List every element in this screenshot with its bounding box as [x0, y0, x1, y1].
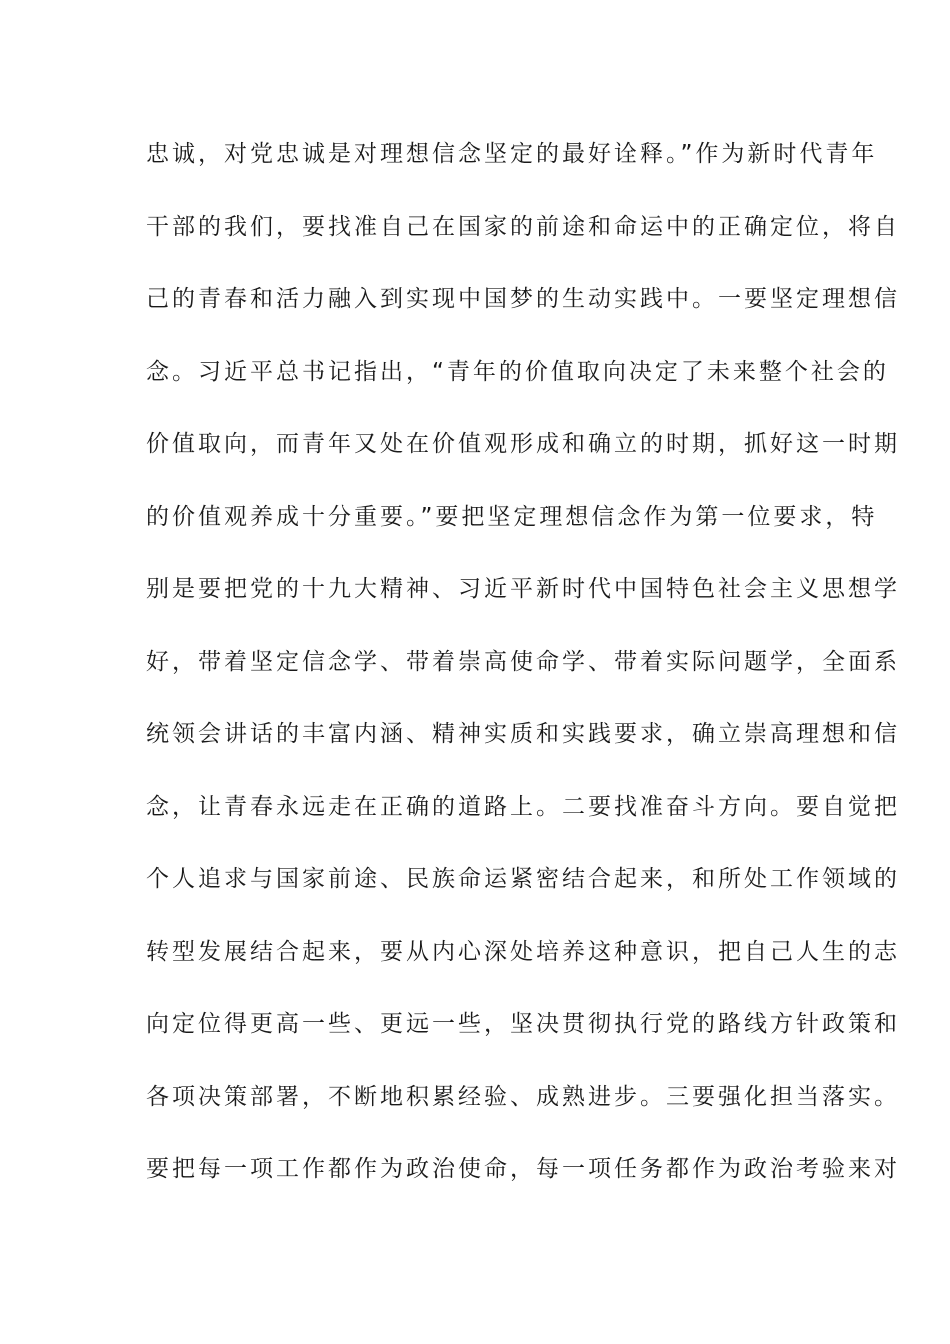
text-line: 干部的我们，要找准自己在国家的前途和命运中的正确定位，将自: [146, 213, 900, 240]
text-line: 向定位得更高一些、更远一些，坚决贯彻执行党的路线方针政策和: [146, 1011, 900, 1037]
text-line: 忠诚，对党忠诚是对理想信念坚定的最好诠释。”作为新时代青年: [146, 141, 878, 167]
text-line: 价值取向，而青年又处在价值观形成和确立的时期，抓好这一时期: [146, 431, 900, 457]
text-line: 的价值观养成十分重要。”要把坚定理想信念作为第一位要求，特: [146, 503, 878, 530]
text-line: 念，让青春永远走在正确的道路上。二要找准奋斗方向。要自觉把: [146, 793, 900, 820]
text-line: 己的青春和活力融入到实现中国梦的生动实践中。一要坚定理想信: [146, 286, 900, 312]
text-line: 统领会讲话的丰富内涵、精神实质和实践要求，确立崇高理想和信: [146, 721, 900, 747]
text-line: 好，带着坚定信念学、带着崇高使命学、带着实际问题学，全面系: [146, 648, 900, 675]
text-line: 转型发展结合起来，要从内心深处培养这种意识，把自己人生的志: [146, 938, 900, 965]
text-line: 别是要把党的十九大精神、习近平新时代中国特色社会主义思想学: [146, 576, 900, 602]
text-line: 念。习近平总书记指出，“青年的价值取向决定了未来整个社会的: [146, 358, 889, 385]
text-line: 要把每一项工作都作为政治使命，每一项任务都作为政治考验来对: [146, 1156, 900, 1182]
body-text: [146, 132, 900, 1220]
text-line: 个人追求与国家前途、民族命运紧密结合起来，和所处工作领域的: [146, 866, 900, 892]
text-line: 各项决策部署，不断地积累经验、成熟进步。三要强化担当落实。: [146, 1083, 900, 1110]
